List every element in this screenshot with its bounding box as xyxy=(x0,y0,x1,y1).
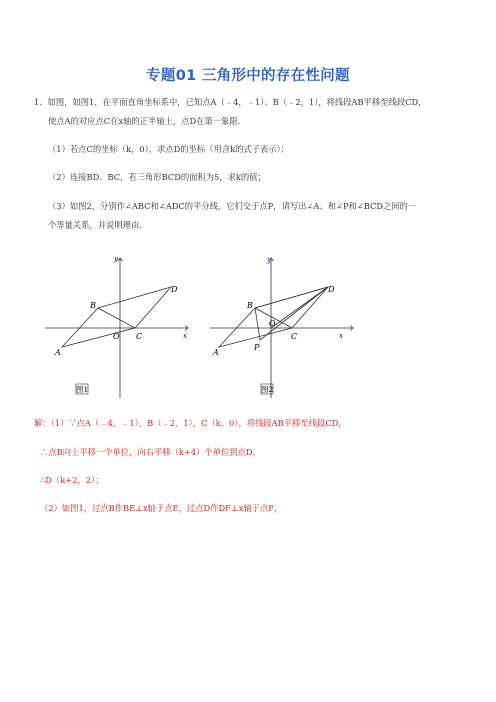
y-label: y xyxy=(114,255,118,263)
label-D: D xyxy=(171,285,178,294)
solution-line-4: （2）如图1，过点B作BE⊥x轴于点E，过点D作DF⊥x轴于点F， xyxy=(40,503,283,513)
label-P: P xyxy=(254,343,260,352)
label-A: A xyxy=(55,348,61,357)
label-A: A xyxy=(213,348,219,357)
x-label: x xyxy=(183,332,187,340)
problem-line-1: 1、如图，如图1，在平面直角坐标系中，已知点A（﹣4，﹣1）、B（﹣2，1），将线段AB平移至线段CD， xyxy=(34,97,427,107)
problem-part-1: （1）若点C的坐标（k，0），求点D的坐标（用含k的式子表示）； xyxy=(48,144,290,154)
label-B: B xyxy=(90,301,96,310)
figure-1-caption: 图1 xyxy=(76,385,89,394)
solution-line-1: 解：（1）∵点A（﹣4，﹣1），B（﹣2，1），C（k，0），将线段AB平移至线段CD， xyxy=(34,418,347,428)
page-title: 专题01 三角形中的存在性问题 xyxy=(146,68,350,84)
label-B: B xyxy=(247,301,253,310)
figure-2-caption: 图2 xyxy=(261,385,274,394)
label-O: O xyxy=(113,332,120,341)
problem-line-2: 使点A的对应点C在x轴的正半轴上，点D在第一象限． xyxy=(48,116,246,126)
solution-line-2: ∴点B向上平移一个单位，向右平移（k+4）个单位到点D， xyxy=(40,447,261,457)
solution-line-3: ∴D（k+2，2）； xyxy=(40,475,104,485)
label-D: D xyxy=(328,285,335,294)
parallelogram-ABDC xyxy=(219,287,328,347)
label-C: C xyxy=(136,332,143,341)
figure-2 xyxy=(205,250,365,400)
segment-BC xyxy=(98,308,135,328)
problem-part-3a: （3）如图2，分别作∠ABC和∠ADC的平分线，它们交于点P，请写出∠A、和∠P和∠BCD之间的一 xyxy=(48,201,417,211)
x-label: x xyxy=(339,332,343,340)
segment-BD-inner xyxy=(255,287,328,308)
problem-part-3b: 个等量关系，并说明理由． xyxy=(48,220,148,230)
figure-1 xyxy=(40,250,200,400)
label-O: O xyxy=(269,319,276,328)
segment-OD xyxy=(271,287,328,328)
label-C: C xyxy=(291,332,298,341)
segment-BP xyxy=(255,308,260,340)
problem-part-2: （2）连接BD、BC，若三角形BCD的面积为5，求k的值； xyxy=(48,172,266,182)
y-label: y xyxy=(267,255,272,264)
